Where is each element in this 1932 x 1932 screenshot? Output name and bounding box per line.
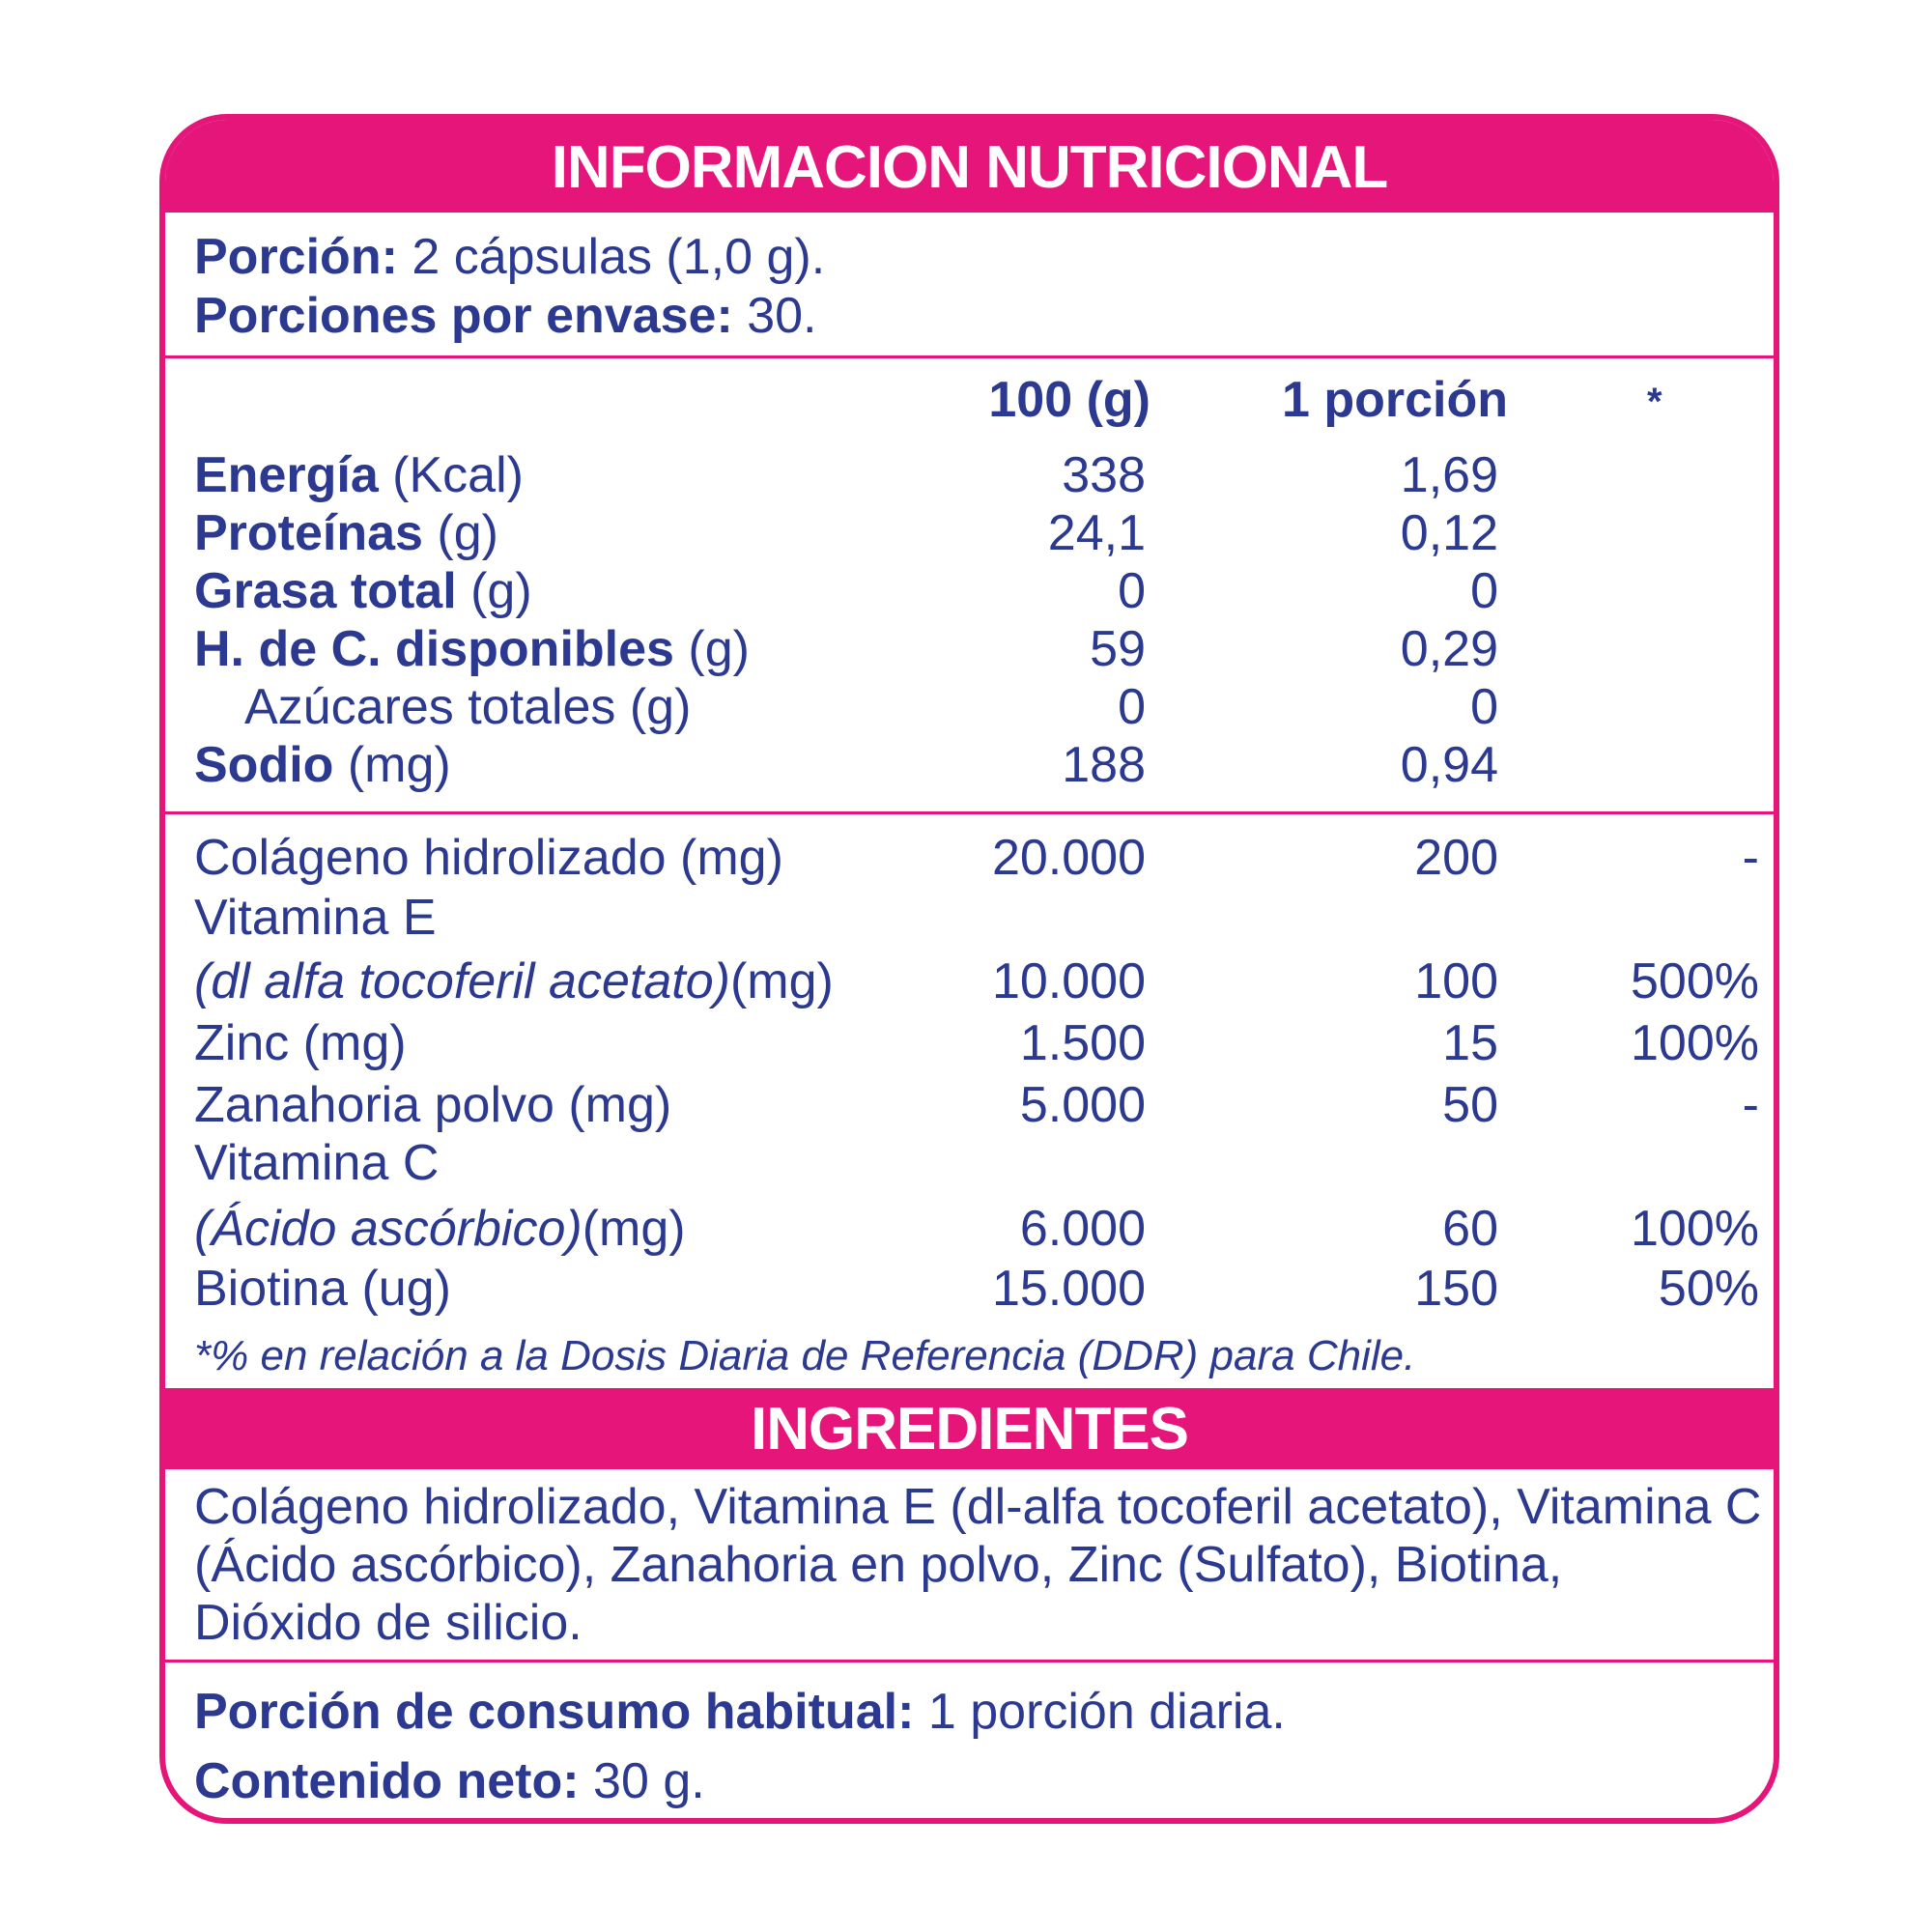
nutrient-value-portion: 0,94: [1400, 737, 1498, 793]
nutrient-row: [194, 446, 524, 504]
nutrient-unit: (g): [673, 621, 750, 677]
ingredients-line: Colágeno hidrolizado, Vitamina E (dl-alfa tocoferil acetato), Vitamina C: [194, 1479, 1762, 1535]
nutrient-row: [244, 678, 691, 736]
component-value-100g: 20.000: [991, 830, 1146, 886]
nutrient-value-100g: 59: [1090, 621, 1146, 677]
nutrient-value-100g: 338: [1062, 447, 1146, 503]
nutrient-row: [194, 504, 498, 562]
nutrient-row: [194, 736, 451, 794]
nutrient-unit: (mg): [333, 737, 451, 793]
component-unit: (mg): [582, 1201, 686, 1257]
divider: [165, 1660, 1774, 1662]
nutrient-unit: (Kcal): [378, 447, 524, 503]
ingredients-title: INGREDIENTES: [165, 1388, 1774, 1469]
component-value-100g: 15.000: [991, 1261, 1146, 1317]
column-header-portion: 1 porción: [1281, 372, 1508, 428]
component-label: Colágeno hidrolizado (mg): [194, 830, 783, 886]
nutrient-row: [194, 562, 532, 620]
nutrient-name: Energía: [194, 447, 379, 503]
component-value-100g: 10.000: [991, 953, 1146, 1009]
nutrient-unit: Azúcares totales (g): [244, 679, 692, 735]
servings-per-container-label: Porciones por envase:: [194, 288, 733, 344]
ingredients-line: Dióxido de silicio.: [194, 1595, 582, 1651]
net-content: [194, 1752, 705, 1810]
component-value-portion: 60: [1442, 1201, 1498, 1257]
component-value-portion: 100: [1414, 953, 1498, 1009]
nutrient-value-100g: 0: [1118, 679, 1146, 735]
habitual-portion: [194, 1683, 1286, 1741]
component-ddr-percent: -: [1742, 1077, 1759, 1133]
nutrient-value-portion: 0: [1470, 679, 1498, 735]
component-label-detail: [194, 1200, 686, 1258]
component-ddr-percent: 500%: [1631, 953, 1759, 1009]
component-unit: (mg): [729, 953, 834, 1009]
component-label: Zinc (mg): [194, 1015, 407, 1071]
component-label: Zanahoria polvo (mg): [194, 1077, 672, 1133]
nutrient-name: Grasa total: [194, 563, 457, 619]
nutrition-title: INFORMACION NUTRICIONAL: [165, 120, 1774, 213]
nutrient-value-100g: 0: [1118, 563, 1146, 619]
component-ddr-percent: -: [1742, 830, 1759, 886]
component-value-100g: 1.500: [1019, 1015, 1146, 1071]
habitual-portion-label: Porción de consumo habitual:: [194, 1684, 915, 1740]
column-header-ddr: *: [1647, 381, 1662, 423]
component-chemical-name: (dl alfa tocoferil acetato): [194, 953, 730, 1009]
component-label-detail: [194, 952, 834, 1010]
nutrient-row: [194, 620, 750, 678]
component-value-portion: 50: [1442, 1077, 1498, 1133]
ingredients-line: (Ácido ascórbico), Zanahoria en polvo, Zinc (Sulfato), Biotina,: [194, 1537, 1563, 1593]
nutrient-unit: (g): [456, 563, 532, 619]
serving-size-value: 2 cápsulas (1,0 g).: [397, 229, 826, 285]
nutrient-value-100g: 24,1: [1047, 505, 1146, 561]
component-ddr-percent: 100%: [1631, 1015, 1759, 1071]
column-header-100g: 100 (g): [988, 372, 1151, 428]
net-content-value: 30 g.: [579, 1753, 705, 1809]
ddr-footnote: *% en relación a la Dosis Diaria de Referencia (DDR) para Chile.: [194, 1332, 1416, 1379]
component-label: Vitamina C: [194, 1135, 440, 1191]
nutrient-value-portion: 0: [1470, 563, 1498, 619]
nutrition-label: [159, 114, 1779, 1824]
serving-size: [194, 228, 825, 286]
nutrient-value-100g: 188: [1062, 737, 1146, 793]
nutrient-value-portion: 0,29: [1400, 621, 1498, 677]
habitual-portion-value: 1 porción diaria.: [914, 1684, 1286, 1740]
servings-per-container-value: 30.: [732, 288, 817, 344]
component-value-100g: 6.000: [1019, 1201, 1146, 1257]
nutrient-unit: (g): [422, 505, 498, 561]
nutrient-name: H. de C. disponibles: [194, 621, 674, 677]
servings-per-container: [194, 287, 817, 345]
component-label: Biotina (ug): [194, 1261, 451, 1317]
component-ddr-percent: 50%: [1658, 1261, 1759, 1317]
component-label: Vitamina E: [194, 890, 437, 946]
component-value-portion: 150: [1414, 1261, 1498, 1317]
component-value-portion: 15: [1442, 1015, 1498, 1071]
component-value-portion: 200: [1414, 830, 1498, 886]
component-chemical-name: (Ácido ascórbico): [194, 1201, 582, 1257]
divider: [165, 811, 1774, 814]
nutrient-value-portion: 0,12: [1400, 505, 1498, 561]
component-ddr-percent: 100%: [1631, 1201, 1759, 1257]
net-content-label: Contenido neto:: [194, 1753, 580, 1809]
component-value-100g: 5.000: [1019, 1077, 1146, 1133]
nutrient-value-portion: 1,69: [1400, 447, 1498, 503]
divider: [165, 355, 1774, 358]
serving-size-label: Porción:: [194, 229, 398, 285]
nutrient-name: Sodio: [194, 737, 334, 793]
nutrient-name: Proteínas: [194, 505, 423, 561]
